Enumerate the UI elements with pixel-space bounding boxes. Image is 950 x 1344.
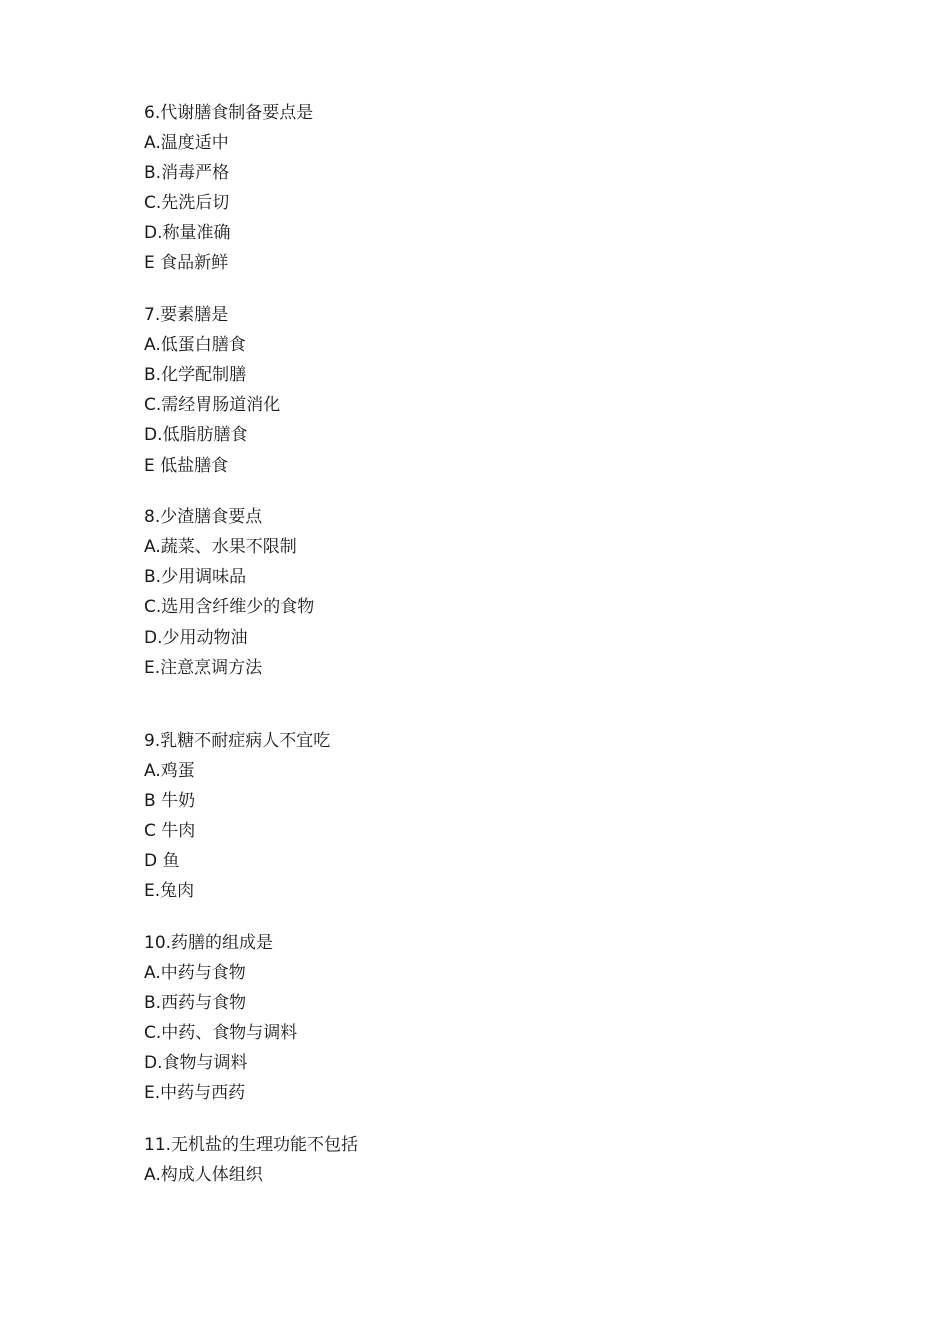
option-d: D 鱼 xyxy=(144,851,180,872)
option-d: D.少用动物油 xyxy=(144,627,248,648)
document-page xyxy=(144,98,844,1190)
option-e: E.兔肉 xyxy=(144,881,195,902)
question-11 xyxy=(144,1130,844,1190)
spacer xyxy=(144,279,844,301)
option-d: D.称量准确 xyxy=(144,223,231,244)
option-b: B.少用调味品 xyxy=(144,567,247,588)
question-stem: 9.乳糖不耐症病人不宜吃 xyxy=(144,730,331,751)
option-c: C.先洗后切 xyxy=(144,193,230,214)
option-e: E 食品新鲜 xyxy=(144,253,229,274)
option-c: C.中药、食物与调料 xyxy=(144,1023,298,1044)
option-c: C.选用含纤维少的食物 xyxy=(144,597,315,618)
option-e: E.中药与西药 xyxy=(144,1083,246,1104)
spacer xyxy=(144,683,844,726)
question-stem: 11.无机盐的生理功能不包括 xyxy=(144,1134,359,1155)
option-b: B 牛奶 xyxy=(144,790,196,811)
option-a: A.中药与食物 xyxy=(144,962,246,983)
option-a: A.低蛋白膳食 xyxy=(144,335,246,356)
option-a: A.蔬菜、水果不限制 xyxy=(144,537,297,558)
option-c: C.需经胃肠道消化 xyxy=(144,395,281,416)
option-b: B.化学配制膳 xyxy=(144,365,247,386)
question-stem: 7.要素膳是 xyxy=(144,305,229,326)
option-e: E.注意烹调方法 xyxy=(144,657,263,678)
option-a: A.温度适中 xyxy=(144,133,229,154)
spacer xyxy=(144,906,844,928)
option-a: A.构成人体组织 xyxy=(144,1164,263,1185)
option-d: D.食物与调料 xyxy=(144,1053,248,1074)
question-stem: 6.代谢膳食制备要点是 xyxy=(144,103,314,123)
question-stem: 10.药膳的组成是 xyxy=(144,932,274,953)
question-9 xyxy=(144,726,844,907)
spacer xyxy=(144,481,844,503)
question-stem: 8.少渣膳食要点 xyxy=(144,507,263,528)
question-7 xyxy=(144,300,844,481)
option-d: D.低脂肪膳食 xyxy=(144,425,248,446)
question-10 xyxy=(144,928,844,1109)
option-a: A.鸡蛋 xyxy=(144,760,195,781)
option-e: E 低盐膳食 xyxy=(144,455,229,476)
question-8 xyxy=(144,502,844,683)
question-6 xyxy=(144,98,844,279)
spacer xyxy=(144,1108,844,1130)
option-b: B.消毒严格 xyxy=(144,163,230,184)
option-b: B.西药与食物 xyxy=(144,992,247,1013)
option-c: C 牛肉 xyxy=(144,820,196,841)
